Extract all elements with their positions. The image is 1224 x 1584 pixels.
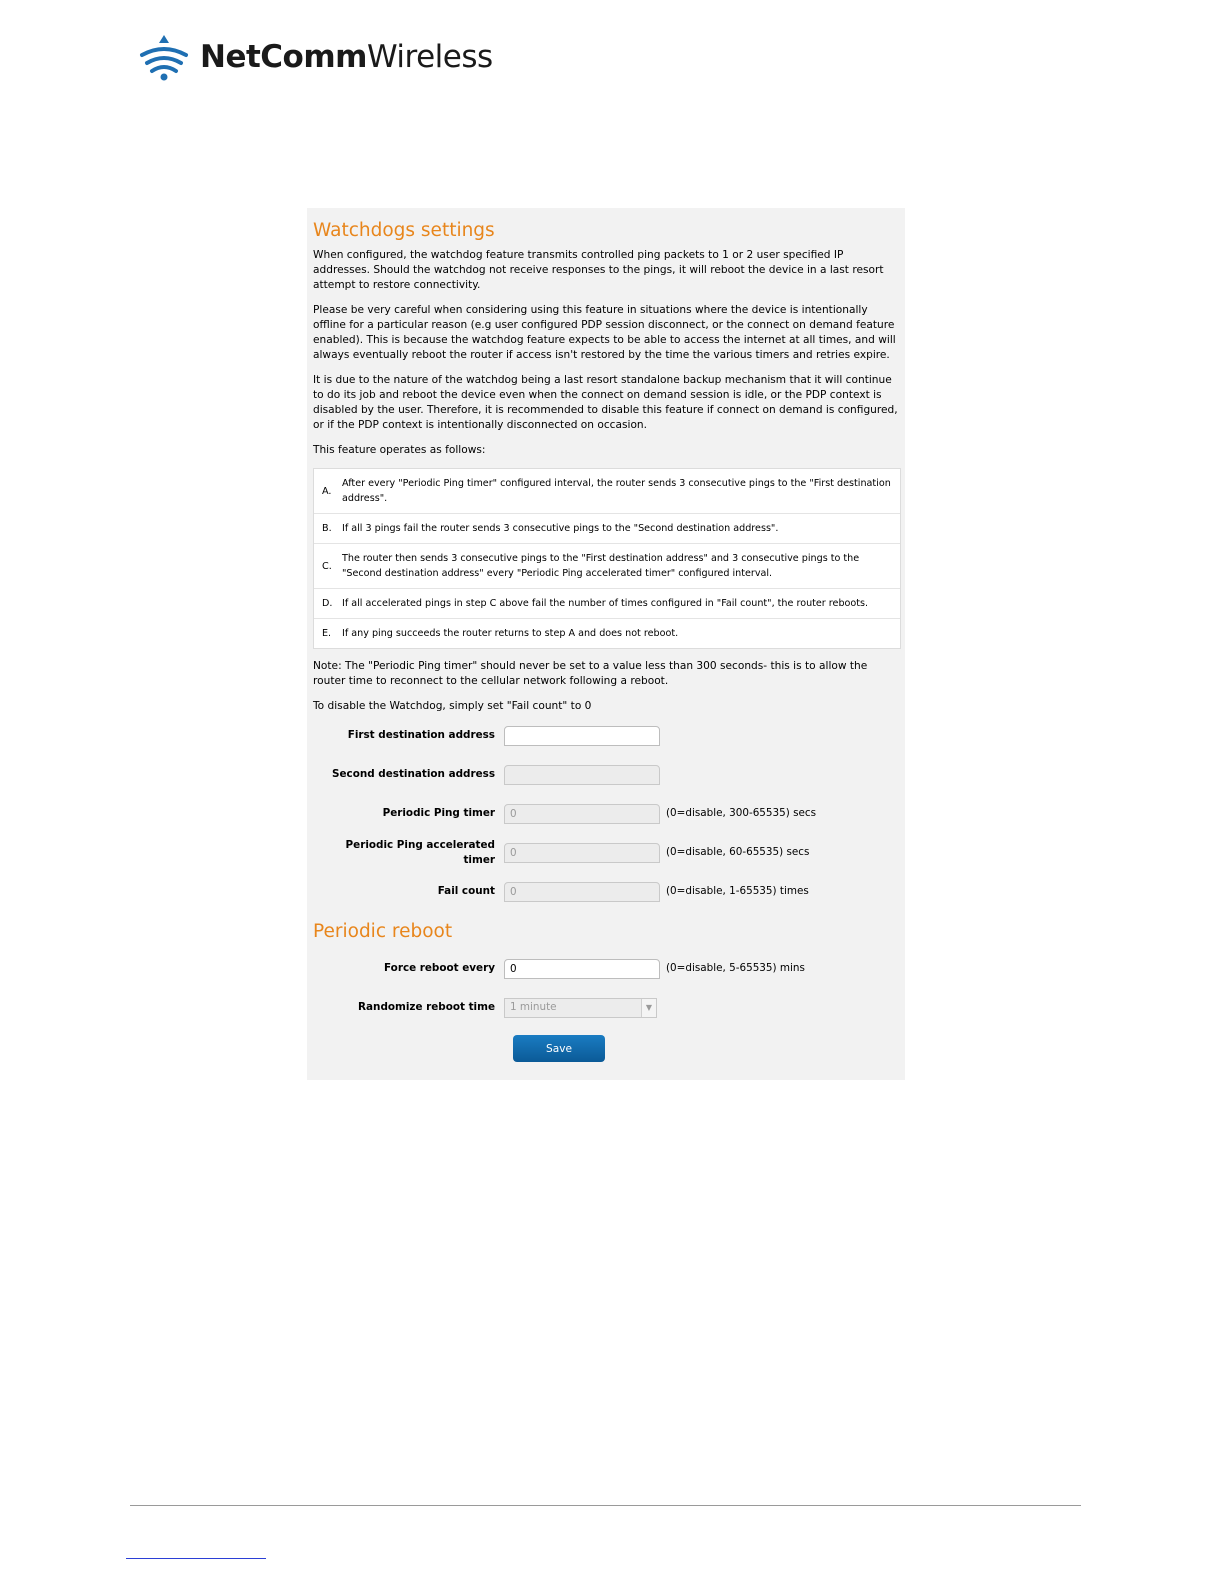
step-letter: C. (322, 560, 332, 572)
accel-timer-hint: (0=disable, 60-65535) secs (666, 846, 810, 858)
watchdog-nature: It is due to the nature of the watchdog being a last resort standalone backup mechanism that it will continue to do its job and reboot the device even when the connect on demand session is idle, or the PDP context is disabled by the user. Therefore, it is recommended to disable this feature if connect on demand is configured, or if the PDP context is intentionally disconnected on occasion. (313, 374, 898, 431)
randomize-reboot-value: 1 minute (510, 1001, 557, 1013)
brand-name-light: Wireless (366, 38, 493, 75)
save-button[interactable]: Save (513, 1035, 605, 1062)
brand-name-bold: NetComm (200, 38, 367, 75)
step-text: The router then sends 3 consecutive pings to the "First destination address" and 3 consecutive pings to the "Second destination address" every "Periodic Ping accelerated timer" configured interval. (342, 553, 860, 579)
fail-count-hint: (0=disable, 1-65535) times (666, 885, 809, 897)
force-reboot-hint: (0=disable, 5-65535) mins (666, 962, 805, 974)
accel-timer-input[interactable] (504, 843, 660, 863)
step-letter: B. (322, 523, 332, 534)
save-row (313, 1035, 901, 1062)
step-row (314, 544, 900, 589)
step-text: If all accelerated pings in step C above fail the number of times configured in "Fail count", the router reboots. (342, 598, 869, 609)
wifi-logo-icon (138, 33, 190, 81)
ping-timer-input[interactable] (504, 804, 660, 824)
step-row (314, 589, 900, 619)
fail-count-input[interactable] (504, 882, 660, 902)
ping-timer-note: Note: The "Periodic Ping timer" should never be set to a value less than 300 seconds- this is to allow the router time to reconnect to the cellular network following a reboot. (313, 660, 868, 687)
ping-timer-row (313, 794, 901, 833)
periodic-reboot-heading: Periodic reboot (313, 921, 453, 942)
watchdog-intro: When configured, the watchdog feature transmits controlled ping packets to 1 or 2 user specified IP addresses. Should the watchdog not receive responses to the pings, it will reboot the device in a last resort attempt to restore connectivity. (313, 249, 884, 291)
force-reboot-row (313, 949, 901, 988)
steps-table (313, 468, 901, 649)
accel-timer-row (313, 833, 901, 872)
footer-link-underline[interactable] (126, 1558, 266, 1559)
first-dest-label: First destination address (347, 729, 495, 741)
step-text: If any ping succeeds the router returns to step A and does not reboot. (342, 628, 679, 639)
first-dest-input[interactable] (504, 726, 660, 746)
fail-count-row (313, 872, 901, 911)
watchdog-caution: Please be very careful when considering using this feature in situations where the device is intentionally offline for a particular reason (e.g user configured PDP session disconnect, or the connect on demand feature enabled). This is because the watchdog feature expects to be able to access the internet at all times, and will always eventually reboot the router if access isn't restored by the time the various timers and retries expire. (313, 304, 896, 361)
step-text: If all 3 pings fail the router sends 3 consecutive pings to the "Second destination address". (342, 523, 779, 534)
footer-divider (130, 1505, 1081, 1506)
second-dest-label: Second destination address (332, 768, 495, 780)
randomize-reboot-label: Randomize reboot time (358, 1001, 495, 1013)
step-row (314, 469, 900, 514)
step-letter: A. (322, 485, 332, 497)
disable-hint: To disable the Watchdog, simply set "Fail count" to 0 (313, 700, 592, 712)
watchdog-operates: This feature operates as follows: (313, 444, 486, 456)
step-letter: E. (322, 628, 332, 639)
step-row (314, 619, 900, 648)
first-dest-row (313, 716, 901, 755)
second-dest-row (313, 755, 901, 794)
netcomm-logo (138, 32, 493, 82)
accel-timer-label: Periodic Ping accelerated timer (345, 838, 495, 866)
brand-name (200, 38, 493, 75)
second-dest-input[interactable] (504, 765, 660, 785)
randomize-reboot-row (313, 988, 901, 1027)
step-letter: D. (322, 598, 333, 609)
step-text: After every "Periodic Ping timer" configured interval, the router sends 3 consecutive pings to the "First destination address". (342, 478, 891, 504)
watchdog-heading: Watchdogs settings (313, 220, 495, 241)
force-reboot-input[interactable] (504, 959, 660, 979)
force-reboot-label: Force reboot every (384, 962, 495, 974)
step-row (314, 514, 900, 544)
randomize-reboot-select[interactable] (504, 998, 657, 1018)
fail-count-label: Fail count (437, 885, 495, 897)
ping-timer-label: Periodic Ping timer (382, 807, 495, 819)
chevron-down-icon[interactable]: ▼ (641, 999, 656, 1017)
settings-panel (307, 208, 905, 1080)
ping-timer-hint: (0=disable, 300-65535) secs (666, 807, 817, 819)
